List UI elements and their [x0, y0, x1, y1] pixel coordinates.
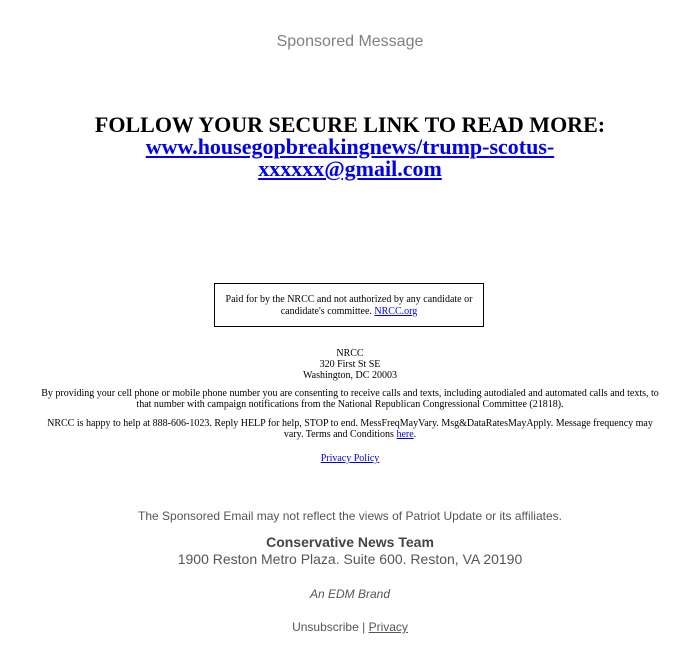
- address-city: Washington, DC 20003: [303, 370, 397, 381]
- paid-for-text: Paid for by the NRCC and not authorized by any candidate or candidate's committee.: [225, 294, 473, 317]
- privacy-policy-link[interactable]: Privacy Policy: [320, 453, 380, 464]
- footer-separator: |: [358, 620, 369, 634]
- secure-link-line2[interactable]: xxxxxx@gmail.com: [258, 156, 442, 181]
- footer-privacy-link[interactable]: Privacy: [368, 620, 408, 634]
- mailing-address: [40, 348, 660, 381]
- footer-brand: An EDM Brand: [309, 587, 391, 601]
- footer-disclaimer: The Sponsored Email may not reflect the views of Patriot Update or its affiliates.: [138, 509, 562, 523]
- paid-for-disclaimer: [214, 283, 484, 327]
- address-street: 320 First St SE: [319, 359, 381, 370]
- address-org: NRCC: [336, 348, 364, 359]
- consent-text: By providing your cell phone or mobile phone number you are consenting to receive calls and texts, including autodialed and automated calls and texts, to that number with campaign notifications from the National Republican Congressional Committee (21818).: [41, 388, 659, 410]
- help-body: NRCC is happy to help at 888-606-1023. Reply HELP for help, STOP to end. MessFreqMayVary. Msg&DataRatesMayApply. Message frequency may vary. Terms and Conditions: [47, 418, 653, 440]
- headline: [40, 114, 660, 180]
- footer-address: 1900 Reston Metro Plaza. Suite 600. Reston, VA 20190: [177, 551, 523, 567]
- secure-link-line1[interactable]: www.housegopbreakingnews/trump-scotus-: [145, 134, 555, 159]
- secure-link[interactable]: [146, 134, 554, 181]
- help-suffix: .: [413, 429, 417, 440]
- privacy-policy-row: [40, 453, 660, 464]
- unsubscribe-text[interactable]: Unsubscribe: [292, 620, 359, 634]
- headline-text: FOLLOW YOUR SECURE LINK TO READ MORE:: [94, 112, 606, 137]
- terms-link[interactable]: here: [396, 429, 414, 440]
- help-text: [40, 418, 660, 440]
- nrcc-link[interactable]: NRCC.org: [374, 306, 418, 317]
- sponsored-label: Sponsored Message: [276, 33, 424, 50]
- footer-links: [0, 620, 700, 634]
- footer-team: Conservative News Team: [266, 534, 434, 550]
